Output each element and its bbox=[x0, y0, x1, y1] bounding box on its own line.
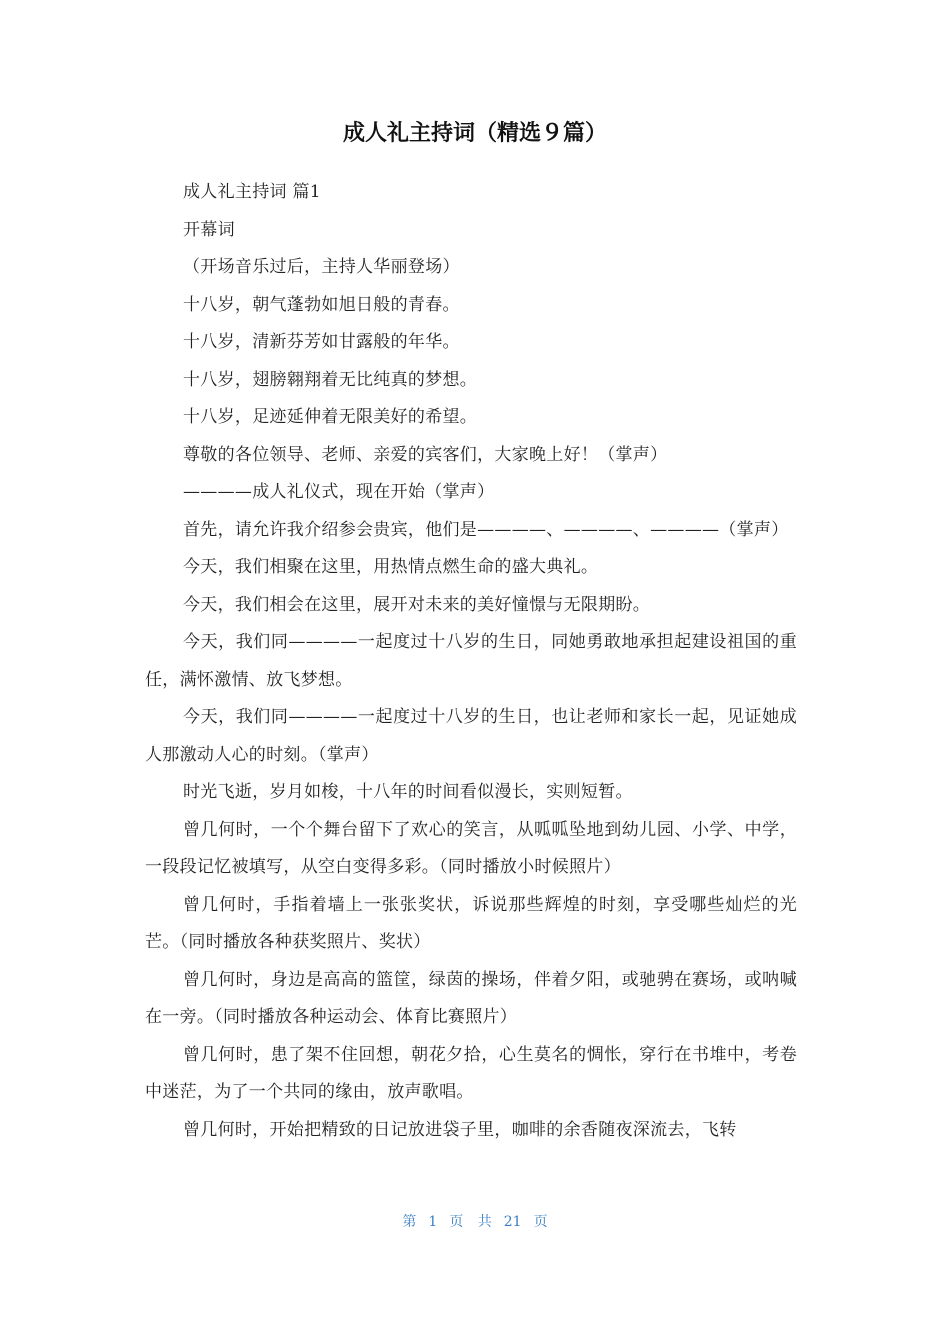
paragraph: 首先，请允许我介绍参会贵宾，他们是————、————、————（掌声） bbox=[183, 519, 789, 540]
page-footer bbox=[0, 1210, 950, 1234]
paragraph: 开幕词 bbox=[183, 219, 235, 240]
paragraph: 曾几何时，开始把精致的日记放进袋子里，咖啡的余香随夜深流去，飞转 bbox=[183, 1119, 737, 1140]
total-page-count: 21 bbox=[503, 1214, 522, 1230]
paragraph: 今天，我们同————一起度过十八岁的生日，也让老师和家长一起，见证她成人那激动人心的时刻。（掌声） bbox=[145, 707, 797, 765]
paragraph: 十八岁，翅膀翱翔着无比纯真的梦想。 bbox=[183, 369, 478, 390]
current-page-number: 1 bbox=[428, 1214, 438, 1230]
paragraph: 十八岁，清新芬芳如甘露般的年华。 bbox=[183, 332, 460, 352]
paragraph: （开场音乐过后，主持人华丽登场） bbox=[183, 257, 460, 277]
paragraph: 十八岁，朝气蓬勃如旭日般的青春。 bbox=[183, 294, 460, 315]
paragraph: 曾几何时，身边是高高的篮筐，绿茵的操场，伴着夕阳，或驰骋在赛场，或呐喊在一旁。（同时播放各种运动会、体育比赛照片） bbox=[145, 969, 797, 1027]
paragraph: 曾几何时，一个个舞台留下了欢心的笑言，从呱呱坠地到幼儿园、小学、中学，一段段记忆被填写，从空白变得多彩。（同时播放小时候照片） bbox=[145, 819, 797, 877]
document-body bbox=[145, 174, 797, 1149]
paragraph: 尊敬的各位领导、老师、亲爱的宾客们，大家晚上好！（掌声） bbox=[183, 444, 668, 465]
paragraph: 今天，我们相会在这里，展开对未来的美好憧憬与无限期盼。 bbox=[183, 594, 651, 615]
paragraph: 曾几何时，患了架不住回想，朝花夕拾，心生莫名的惆怅，穿行在书堆中，考卷中迷茫，为了一个共同的缘由，放声歌唱。 bbox=[145, 1044, 797, 1102]
paragraph: 今天，我们同————一起度过十八岁的生日，同她勇敢地承担起建设祖国的重任，满怀激情、放飞梦想。 bbox=[145, 632, 797, 690]
footer-prefix: 第 bbox=[402, 1214, 417, 1230]
footer-middle: 页 共 bbox=[449, 1214, 492, 1230]
paragraph: ————成人礼仪式，现在开始（掌声） bbox=[183, 482, 495, 502]
paragraph: 成人礼主持词 篇1 bbox=[183, 182, 321, 202]
footer-suffix: 页 bbox=[533, 1214, 548, 1230]
paragraph: 时光飞逝，岁月如梭，十八年的时间看似漫长，实则短暂。 bbox=[183, 782, 633, 802]
document-title: 成人礼主持词（精选９篇） bbox=[342, 121, 607, 146]
paragraph: 十八岁，足迹延伸着无限美好的希望。 bbox=[183, 407, 478, 427]
paragraph: 今天，我们相聚在这里，用热情点燃生命的盛大典礼。 bbox=[183, 557, 599, 577]
paragraph: 曾几何时，手指着墙上一张张奖状，诉说那些辉煌的时刻，享受哪些灿烂的光芒。（同时播放各种获奖照片、奖状） bbox=[145, 894, 797, 952]
